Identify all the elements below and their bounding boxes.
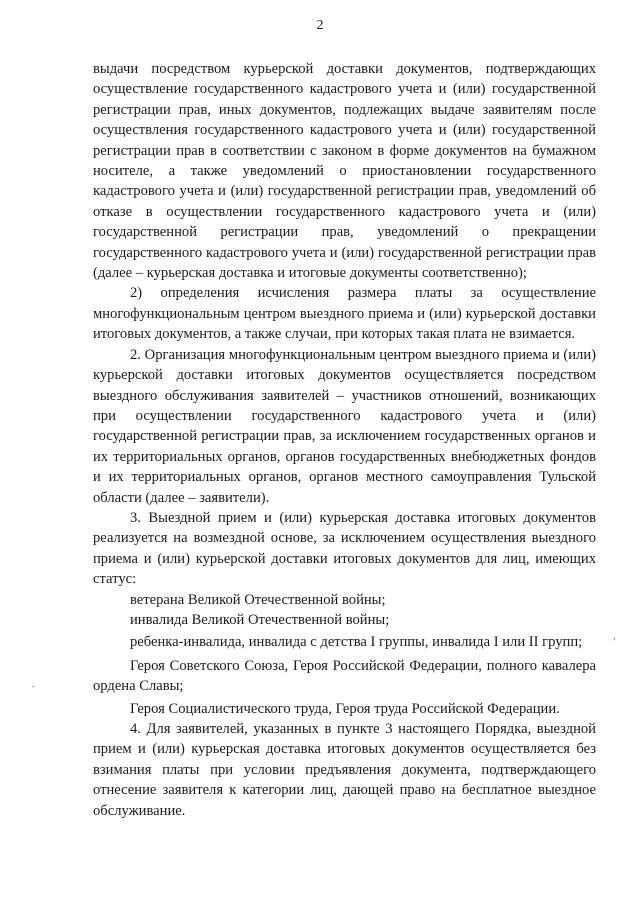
paragraph-continuation: выдачи посредством курьерской доставки документов, подтверждающих осуществление государственного кадастрового учета и (или) государственной регистрации прав, иных документов, подлежащих выдаче заявителям после осуществления государственного кадастрового учета и (или) государственной регистрации прав в соответствии с законом в форме документов на бумажном носителе, а также уведомлений о приостановлении государственного кадастрового учета и (или) государственной регистрации прав, уведомлений об отказе в осуществлении государственного кадастрового учета и (или) государственной регистрации прав, уведомлений о прекращении государственного кадастрового учета и (или) государственной регистрации прав (далее – курьерская доставка и итоговые документы соответственно); [93, 61, 596, 282]
document-body [93, 59, 596, 821]
list-item-invalid-war: инвалида Великой Отечественной войны; [130, 611, 390, 628]
paragraph-section-2: 2. Организация многофункциональным центром выездного приема и (или) курьерской доставки итоговых документов осуществляется посредством выездного обслуживания заявителей – участников отношений, возникающих при осуществлении государственного кадастрового учета и (или) государственной регистрации прав, за исключением государственных органов и их территориальных органов, органов государственных внебюджетных фондов и их территориальных органов, органов местного самоуправления Тульской области (далее – заявители). [93, 346, 596, 506]
paragraph-item-2: 2) определения исчисления размера платы за осуществление многофункциональным центром выездного приема и (или) курьерской доставки итоговых документов, а также случаи, при которых такая плата не взимается. [93, 285, 596, 343]
page-number: 2 [316, 18, 324, 33]
list-item-hero-labor: Героя Социалистического труда, Героя труда Российской Федерации. [130, 700, 560, 717]
scan-mark: , [613, 631, 616, 642]
list-item-hero-ussr: Героя Советского Союза, Героя Российской Федерации, полного кавалера ордена Славы; [93, 657, 596, 695]
paragraph-section-4: 4. Для заявителей, указанных в пункте 3 настоящего Порядка, выездной прием и (или) курьерская доставка итоговых документов осуществляется без взимания платы при условии предъявления документа, подтверждающего отнесение заявителя к категории лиц, дающей право на бесплатное выездное обслуживание. [93, 721, 596, 819]
scan-mark: . [32, 679, 35, 690]
paragraph-section-3: 3. Выездной прием и (или) курьерская доставка итоговых документов реализуется на возмездной основе, за исключением осуществления выездного приема и (или) курьерской доставки итоговых документов для лиц, имеющих статус: [93, 509, 596, 588]
list-item-child-invalid: ребенка-инвалида, инвалида с детства I группы, инвалида I или II групп; [130, 634, 583, 651]
list-item-veteran: ветерана Великой Отечественной войны; [130, 591, 386, 608]
